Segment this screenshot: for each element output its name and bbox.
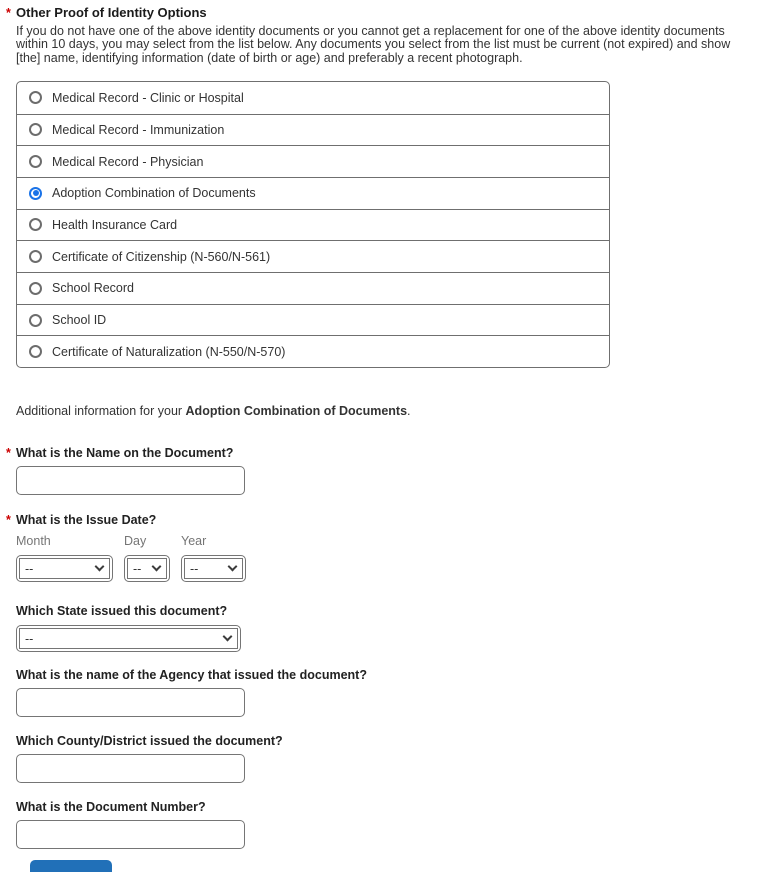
additional-info-suffix: . (407, 404, 411, 419)
identity-options-list (16, 81, 610, 368)
selected-document-name: Adoption Combination of Documents (185, 404, 408, 419)
required-asterisk: * (6, 6, 11, 20)
day-column (124, 527, 170, 582)
field-label-text: What is the Document Number? (16, 800, 206, 815)
radio-icon[interactable] (29, 155, 42, 168)
additional-info-text (16, 404, 751, 418)
agency-label (16, 668, 751, 682)
field-label-text: What is the Issue Date? (16, 513, 157, 528)
option-label: Certificate of Naturalization (N-550/N-570) (52, 344, 286, 359)
radio-icon[interactable] (29, 123, 42, 136)
year-select-wrap (181, 555, 246, 582)
radio-icon[interactable] (29, 345, 42, 358)
option-label: Medical Record - Immunization (52, 122, 225, 137)
day-label: Day (124, 534, 147, 549)
additional-info-prefix: Additional information for your (16, 404, 186, 419)
option-adoption-combination-of-documents[interactable] (17, 177, 609, 209)
chevron-down-icon (152, 562, 162, 572)
issue-date-selects (16, 527, 751, 582)
name-on-document-input[interactable] (16, 466, 245, 495)
partial-next-button[interactable] (30, 860, 112, 872)
field-label-text: What is the name of the Agency that issued the document? (16, 668, 367, 683)
option-label: Health Insurance Card (52, 217, 178, 232)
radio-icon[interactable] (29, 250, 42, 263)
required-asterisk: * (6, 513, 11, 528)
option-medical-record-clinic-or-hospital[interactable] (17, 82, 609, 114)
month-select-wrap (16, 555, 113, 582)
issue-date-label (6, 513, 751, 528)
agency-field (16, 668, 751, 717)
option-certificate-of-naturalization[interactable] (17, 335, 609, 367)
page-title: Other Proof of Identity Options (16, 5, 207, 20)
state-select-value: -- (25, 631, 34, 646)
state-select[interactable] (19, 628, 238, 649)
option-label: Certificate of Citizenship (N-560/N-561) (52, 249, 271, 264)
option-health-insurance-card[interactable] (17, 209, 609, 241)
year-label: Year (181, 534, 207, 549)
chevron-down-icon (95, 562, 105, 572)
agency-input[interactable] (16, 688, 245, 717)
month-label: Month (16, 534, 51, 549)
option-label: School Record (52, 281, 134, 296)
chevron-down-icon (228, 562, 238, 572)
issue-date-field (6, 513, 751, 582)
field-label-text: What is the Name on the Document? (16, 446, 234, 461)
document-number-field (16, 800, 751, 849)
option-medical-record-physician[interactable] (17, 145, 609, 177)
option-certificate-of-citizenship[interactable] (17, 240, 609, 272)
day-select-wrap (124, 555, 170, 582)
option-label: Medical Record - Clinic or Hospital (52, 90, 244, 105)
county-label (16, 734, 751, 748)
section-heading (6, 5, 751, 20)
option-label: Medical Record - Physician (52, 154, 204, 169)
document-number-label (16, 800, 751, 814)
county-field (16, 734, 751, 783)
radio-icon[interactable] (29, 282, 42, 295)
year-select[interactable] (184, 558, 243, 579)
radio-selected-icon[interactable] (29, 187, 42, 200)
state-field (16, 604, 751, 652)
month-select-value: -- (25, 561, 34, 576)
field-label-text: Which State issued this document? (16, 604, 228, 619)
option-school-id[interactable] (17, 304, 609, 336)
required-asterisk: * (6, 446, 11, 461)
option-school-record[interactable] (17, 272, 609, 304)
option-label: Adoption Combination of Documents (52, 186, 256, 201)
month-column (16, 527, 113, 582)
name-on-document-label (6, 446, 751, 461)
field-label-text: Which County/District issued the document? (16, 734, 283, 749)
chevron-down-icon (223, 632, 233, 642)
state-select-wrap (16, 625, 241, 652)
county-input[interactable] (16, 754, 245, 783)
day-select-value: -- (133, 561, 142, 576)
year-column (181, 527, 246, 582)
option-label: School ID (52, 313, 107, 328)
radio-icon[interactable] (29, 218, 42, 231)
document-number-input[interactable] (16, 820, 245, 849)
section-description: If you do not have one of the above identity documents or you cannot get a replacement for one of the above identity documents within 10 days, you may select from the list below. Any documents you select from the list must be current (not expired) and show [the] name, identifying information (date of birth or age) and preferably a recent photograph. (16, 24, 731, 65)
year-select-value: -- (190, 561, 199, 576)
day-select[interactable] (127, 558, 167, 579)
radio-icon[interactable] (29, 314, 42, 327)
name-on-document-field (6, 446, 751, 495)
option-medical-record-immunization[interactable] (17, 114, 609, 146)
radio-icon[interactable] (29, 91, 42, 104)
state-label (16, 604, 751, 618)
month-select[interactable] (19, 558, 110, 579)
